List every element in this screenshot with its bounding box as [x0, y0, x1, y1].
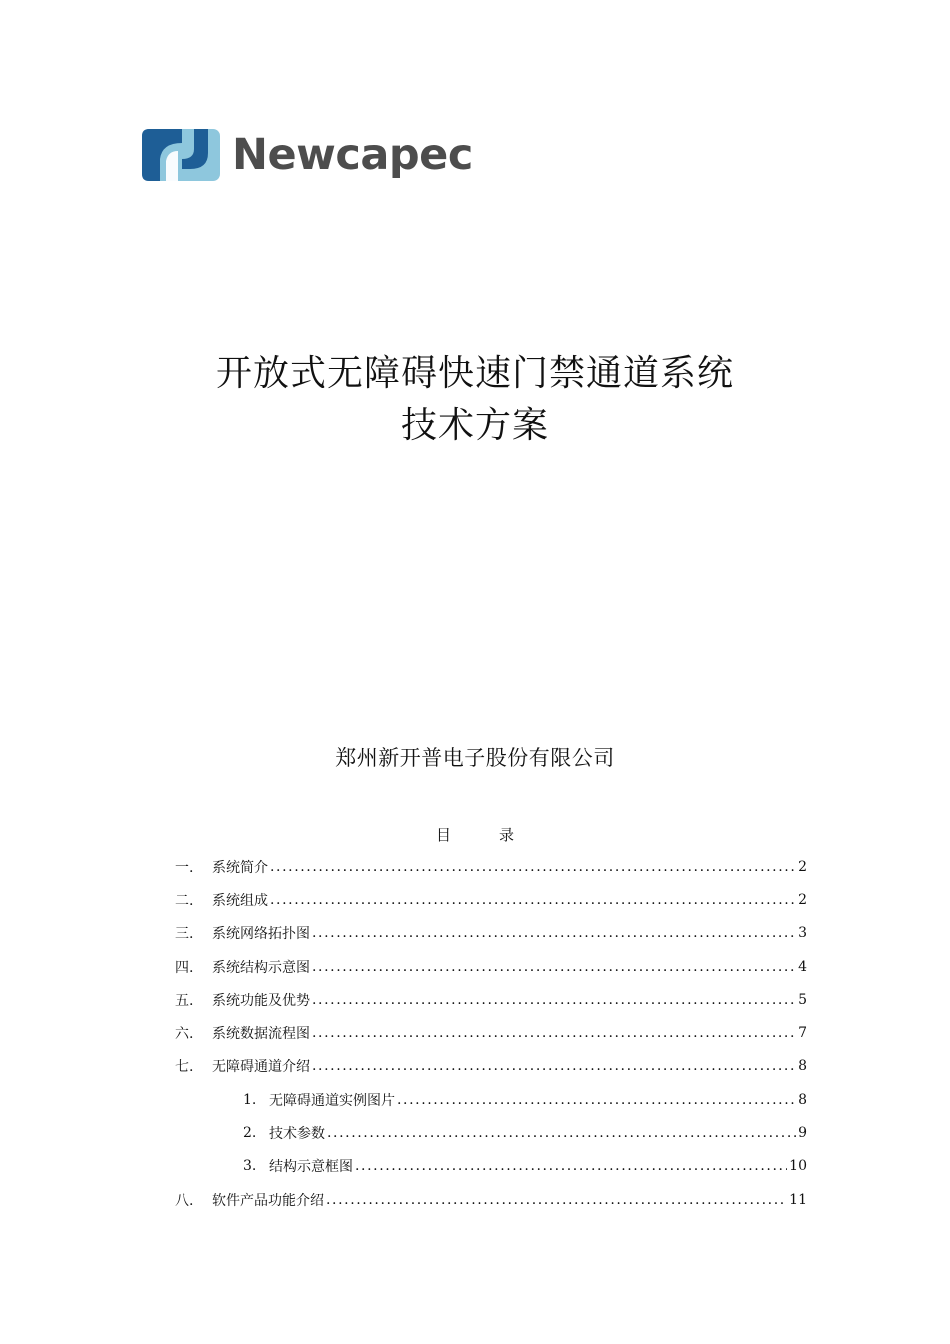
toc-entry[interactable] [175, 950, 807, 983]
toc-leader-dots [327, 1125, 796, 1141]
toc-entry-number: 一. [175, 859, 194, 876]
toc-entry-title: 系统简介 [212, 859, 268, 876]
title-line-2: 技术方案 [400, 405, 549, 446]
toc-entry-number: 二. [175, 892, 194, 909]
toc-heading-left: 目 [435, 826, 451, 844]
toc-entry-number: 3. [243, 1158, 257, 1175]
toc-entry[interactable] [175, 1016, 807, 1049]
toc-entry-number: 1. [243, 1091, 257, 1108]
toc-entry-page: 7 [798, 1025, 807, 1042]
toc-entry-number: 2. [243, 1125, 257, 1142]
toc-entry-page: 11 [789, 1191, 807, 1208]
toc-leader-dots [312, 992, 796, 1008]
toc-leader-dots [270, 859, 796, 875]
toc-leader-dots [355, 1158, 787, 1174]
toc-subentry[interactable] [175, 1083, 807, 1116]
toc-leader-dots [270, 892, 796, 908]
company-logo [142, 128, 473, 182]
toc-entry-page: 2 [798, 891, 807, 908]
toc-heading-right: 录 [499, 826, 515, 844]
title-line-1: 开放式无障碍快速门禁通道系统 [215, 353, 734, 394]
toc-entry-page: 5 [798, 991, 807, 1008]
toc-entry-page: 3 [798, 925, 807, 942]
toc-entry-number: 六. [175, 1026, 194, 1043]
table-of-contents [175, 850, 807, 1216]
toc-entry-title: 技术参数 [269, 1126, 325, 1143]
toc-entry-page: 8 [798, 1091, 807, 1108]
toc-leader-dots [397, 1092, 796, 1108]
brand-name: Newcapec [232, 129, 473, 180]
toc-leader-dots [312, 1025, 796, 1041]
toc-leader-dots [312, 959, 796, 975]
toc-leader-dots [326, 1192, 787, 1208]
toc-entry-page: 2 [798, 858, 807, 875]
newcapec-logo-icon [142, 129, 220, 181]
toc-entry-title: 无障碍通道实例图片 [269, 1092, 395, 1109]
toc-entry-page: 10 [789, 1158, 807, 1175]
toc-entry-page: 8 [798, 1058, 807, 1075]
toc-entry[interactable] [175, 850, 807, 883]
toc-entry-number: 七. [175, 1059, 194, 1076]
toc-entry[interactable] [175, 983, 807, 1016]
toc-entry-title: 系统结构示意图 [212, 959, 310, 976]
toc-entry-number: 三. [175, 926, 194, 943]
toc-entry-title: 无障碍通道介绍 [212, 1059, 310, 1076]
toc-entry-title: 系统功能及优势 [212, 992, 310, 1009]
toc-subentry[interactable] [175, 1116, 807, 1149]
toc-heading [0, 824, 950, 845]
toc-entry-title: 系统数据流程图 [212, 1026, 310, 1043]
toc-entry[interactable] [175, 1050, 807, 1083]
toc-subentry[interactable] [175, 1150, 807, 1183]
toc-entry[interactable] [175, 883, 807, 916]
company-name: 郑州新开普电子股份有限公司 [335, 746, 615, 770]
toc-entry-title: 系统网络拓扑图 [212, 926, 310, 943]
toc-entry-title: 结构示意框图 [269, 1159, 353, 1176]
document-title [0, 348, 950, 452]
toc-entry[interactable] [175, 917, 807, 950]
toc-leader-dots [312, 925, 796, 941]
toc-entry[interactable] [175, 1183, 807, 1216]
toc-entry-number: 五. [175, 992, 194, 1009]
toc-entry-number: 八. [175, 1192, 194, 1209]
toc-entry-title: 系统组成 [212, 892, 268, 909]
toc-leader-dots [312, 1058, 796, 1074]
toc-entry-page: 4 [798, 958, 807, 975]
toc-entry-page: 9 [798, 1125, 807, 1142]
toc-entry-number: 四. [175, 959, 194, 976]
toc-entry-title: 软件产品功能介绍 [212, 1192, 324, 1209]
